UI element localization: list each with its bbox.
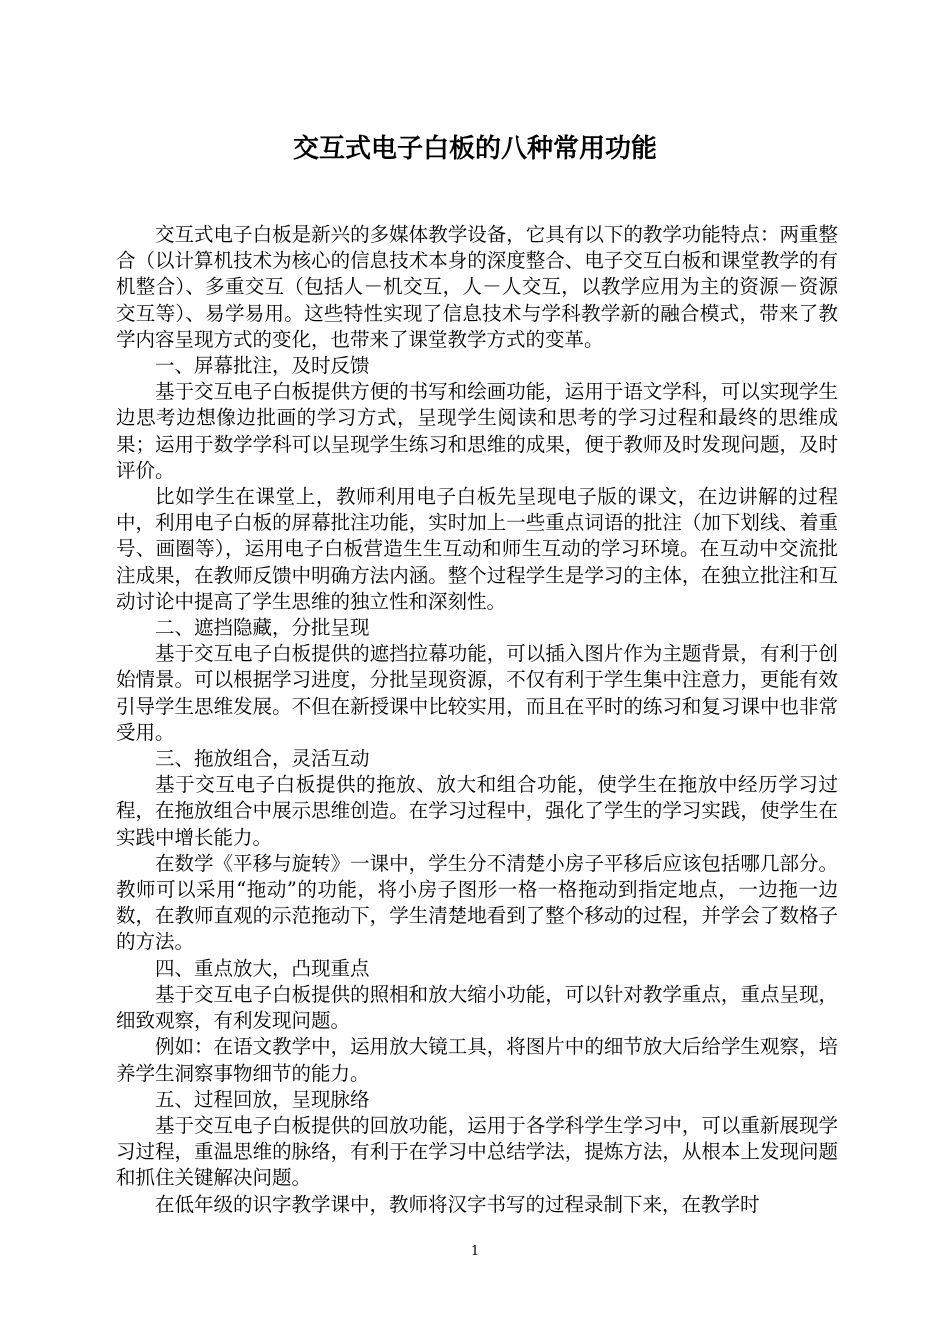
body-paragraph: 基于交互电子白板提供的回放功能，运用于各学科学生学习中，可以重新展现学习过程，重温思维的脉络，有利于在学习中总结学法，提炼方法，从根本上发现问题和抓住关键解决问题。: [116, 1113, 838, 1190]
body-paragraph: 在数学《平移与旋转》一课中，学生分不清楚小房子平移后应该包括哪几部分。教师可以采用“拖动”的功能，将小房子图形一格一格拖动到指定地点，一边拖一边数，在教师直观的示范拖动下，学生清楚地看到了整个移动的过程，并学会了数格子的方法。: [116, 851, 838, 954]
body-paragraph: 基于交互电子白板提供的照相和放大缩小功能，可以针对教学重点，重点呈现，细致观察，有利发现问题。: [116, 982, 838, 1033]
section-heading-4: 四、重点放大，凸现重点: [155, 956, 370, 980]
body-paragraph: 基于交互电子白板提供的拖放、放大和组合功能，使学生在拖放中经历学习过程，在拖放组合中展示思维创造。在学习过程中，强化了学生的学习实践，使学生在实践中增长能力。: [116, 773, 838, 849]
section-heading-1: 一、屏幕批注，及时反馈: [155, 354, 370, 378]
body-paragraph: 在低年级的识字教学课中，教师将汉字书写的过程录制下来，在教学时: [155, 1192, 760, 1216]
intro-paragraph: 交互式电子白板是新兴的多媒体教学设备，它具有以下的教学功能特点：两重整合（以计算机技术为核心的信息技术本身的深度整合、电子交互白板和课堂教学的有机整合）、多重交互（包括人－机交互，人－人交互，以教学应用为主的资源－资源交互等）、易学易用。这些特性实现了信息技术与学科教学新的融合模式，带来了教学内容呈现方式的变化，也带来了课堂教学方式的变革。: [116, 223, 838, 351]
body-paragraph: 比如学生在课堂上，教师利用电子白板先呈现电子版的课文，在边讲解的过程中，利用电子白板的屏幕批注功能，实时加上一些重点词语的批注（加下划线、着重号、画圈等），运用电子白板营造生生互动和师生互动的学习环境。在互动中交流批注成果，在教师反馈中明确方法内涵。整个过程学生是学习的主体，在独立批注和互动讨论中提高了学生思维的独立性和深刻性。: [116, 485, 838, 613]
section-heading-5: 五、过程回放，呈现脉络: [155, 1087, 370, 1111]
body-paragraph: 例如：在语文教学中，运用放大镜工具，将图片中的细节放大后给学生观察，培养学生洞察事物细节的能力。: [116, 1035, 838, 1085]
document-title: 交互式电子白板的八种常用功能: [292, 134, 657, 164]
section-heading-3: 三、拖放组合，灵活互动: [155, 747, 370, 771]
body-paragraph: 基于交互电子白板提供的遮挡拉幕功能，可以插入图片作为主题背景，有利于创始情景。可以根据学习进度，分批呈现资源，不仅有利于学生集中注意力，更能有效引导学生思维发展。不但在新授课中比较实用，而且在平时的练习和复习课中也非常受用。: [116, 642, 838, 744]
body-paragraph: 基于交互电子白板提供方便的书写和绘画功能，运用于语文学科，可以实现学生边思考边想像边批画的学习方式，呈现学生阅读和思考的学习过程和最终的思维成果；运用于数学学科可以呈现学生练习和思维的成果，便于教师及时发现问题，及时评价。: [116, 380, 838, 482]
section-heading-2: 二、遮挡隐藏，分批呈现: [155, 616, 370, 640]
page-number: 1: [470, 1244, 480, 1259]
document-body: [116, 222, 838, 1218]
